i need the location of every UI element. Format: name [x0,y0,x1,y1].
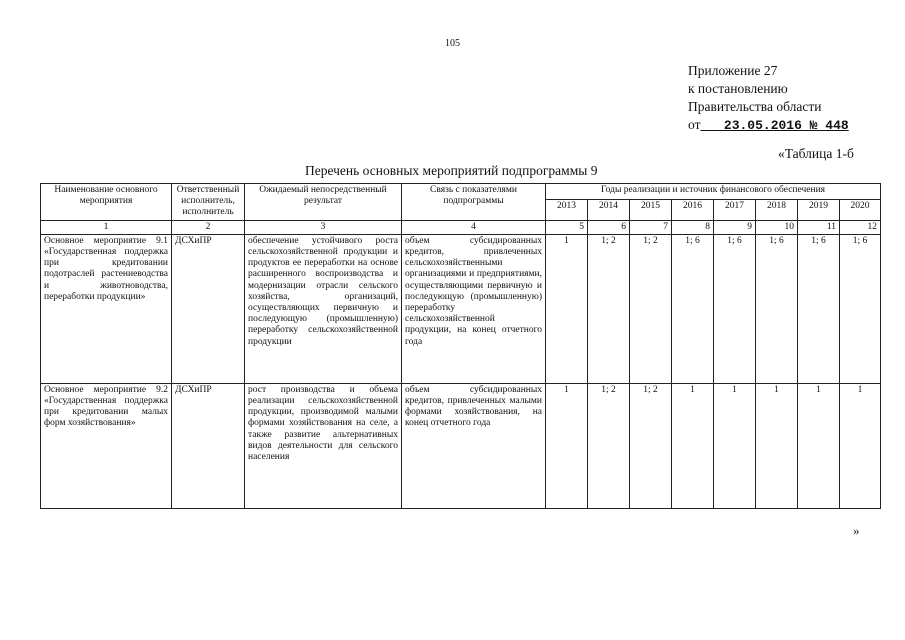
table-reference: «Таблица 1-б [778,146,854,161]
column-number: 7 [630,220,672,234]
decree-date [688,116,849,135]
column-number: 4 [402,220,546,234]
date-stamp [700,118,848,133]
responsible-executor: ДСХиПР [172,383,245,508]
column-number: 11 [798,220,840,234]
appendix-line: Приложение 27 [688,63,778,78]
column-number: 3 [245,220,402,234]
header-row [41,184,881,200]
measure-name: Основное мероприятие 9.1 «Государственная поддержка при кредитовании подотраслей растениеводства и животноводства, переработки продукции» [41,234,172,383]
header-responsible: Ответственный исполнитель, исполнитель [172,184,245,221]
expected-result: обеспечение устойчивого роста сельскохозяйственной продукции и продуктов ее переработки на основе расширенного воспроизводства и модернизации отрасли сельского хозяйства, организаций, осуществляющих первичную и последующую (промышленную) переработку сельскохозяйственной продукции [245,234,402,383]
header-result: Ожидаемый непосредственный результат [245,184,402,221]
header-indicators: Связь с показателями подпрограммы [402,184,546,221]
year-value: 1; 2 [630,234,672,383]
column-number: 6 [588,220,630,234]
year-value: 1; 6 [840,234,881,383]
column-number: 5 [546,220,588,234]
year-header: 2014 [588,199,630,220]
column-number: 12 [840,220,881,234]
table-row [41,383,881,508]
column-numbers-row [41,220,881,234]
year-value: 1 [672,383,714,508]
year-value: 1 [756,383,798,508]
measures-table [40,183,881,509]
year-value: 1 [546,383,588,508]
year-value: 1; 6 [756,234,798,383]
appendix-header [688,62,849,135]
year-value: 1 [798,383,840,508]
column-number: 1 [41,220,172,234]
year-value: 1 [840,383,881,508]
indicator-link: объем субсидированных кредитов, привлеченных малыми формами хозяйствования, на конец отчетного года [402,383,546,508]
year-value: 1; 2 [588,383,630,508]
year-value: 1; 6 [798,234,840,383]
appendix-line: к постановлению [688,81,788,96]
header-name: Наименование основного мероприятия [41,184,172,221]
measure-name: Основное мероприятие 9.2 «Государственная поддержка при кредитовании малых форм хозяйствования» [41,383,172,508]
year-header: 2015 [630,199,672,220]
year-header: 2017 [714,199,756,220]
page-number: 105 [445,38,460,49]
year-value: 1; 6 [672,234,714,383]
year-value: 1; 2 [630,383,672,508]
closing-quote: » [853,523,860,538]
table-row [41,234,881,383]
table-title: Перечень основных мероприятий подпрограммы 9 [305,163,598,178]
column-number: 8 [672,220,714,234]
appendix-line: Правительства области [688,99,822,114]
year-header: 2016 [672,199,714,220]
date-prefix: от [688,117,701,132]
year-value: 1 [546,234,588,383]
year-header: 2020 [840,199,881,220]
year-value: 1; 2 [588,234,630,383]
column-number: 2 [172,220,245,234]
indicator-link: объем субсидированных кредитов, привлеченных сельскохозяйственными организациями и предприятиями, осуществляющими первичную и последующую (промышленную) переработку сельскохозяйственной продукции, на конец отчетного года [402,234,546,383]
date-stamp-text: 23.05.2016 № 448 [723,118,849,133]
column-number: 10 [756,220,798,234]
year-header: 2019 [798,199,840,220]
year-header: 2013 [546,199,588,220]
year-value: 1; 6 [714,234,756,383]
header-years-group: Годы реализации и источник финансового обеспечения [546,184,881,200]
column-number: 9 [714,220,756,234]
year-value: 1 [714,383,756,508]
expected-result: рост производства и объема реализации сельскохозяйственной продукции, производимой малыми формами хозяйствования на селе, а также развитие альтернативных видов деятельности для сельского населения [245,383,402,508]
responsible-executor: ДСХиПР [172,234,245,383]
year-header: 2018 [756,199,798,220]
